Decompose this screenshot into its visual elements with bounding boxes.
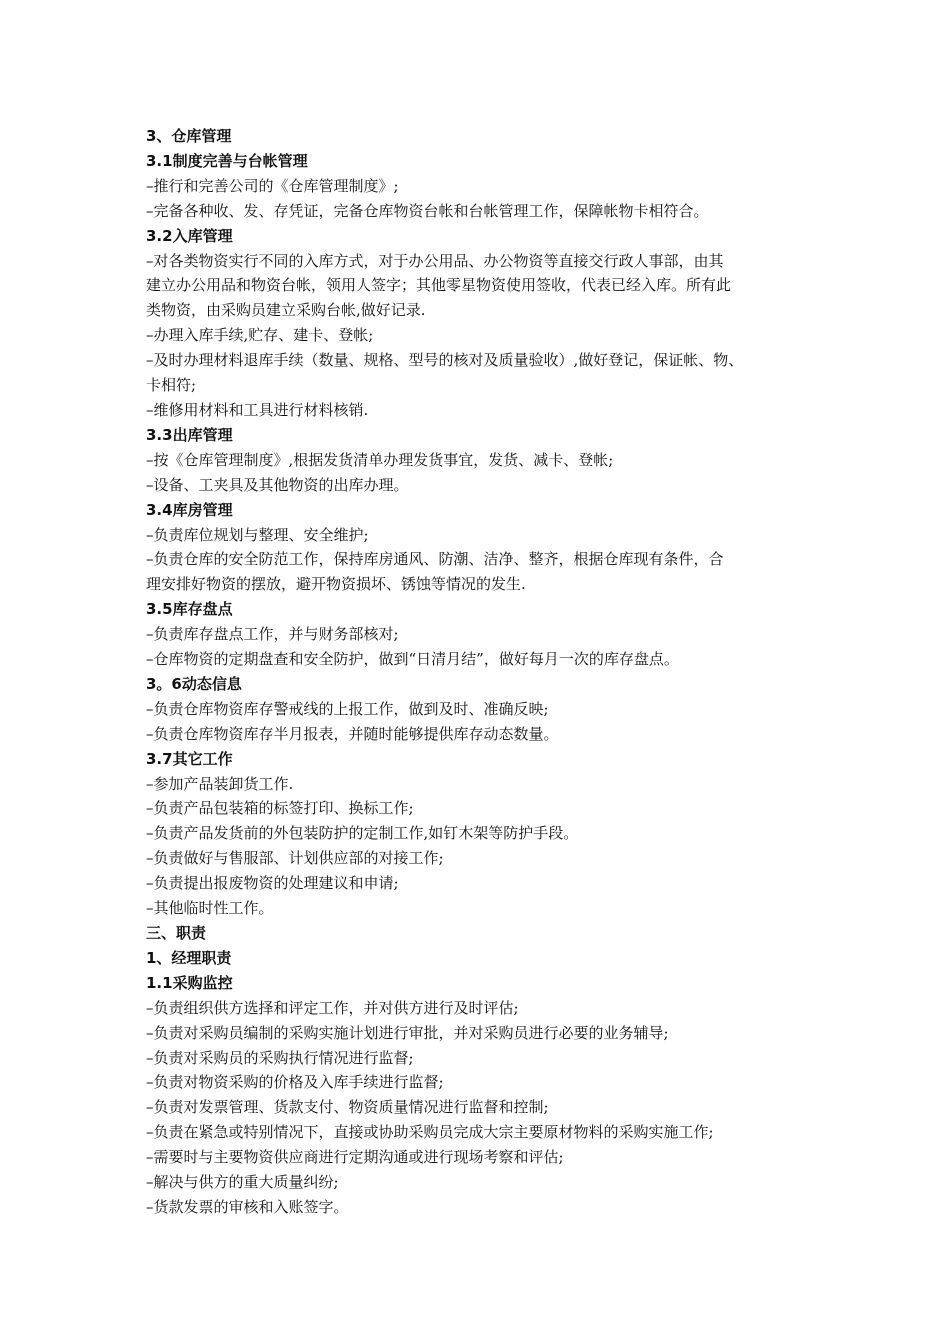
section-heading: 3.3出库管理 <box>146 425 233 444</box>
section-heading: 3.7其它工作 <box>146 749 233 768</box>
body-line: –完备各种收、发、存凭证，完备仓库物资台帐和台帐管理工作，保障帐物卡相符合。 <box>146 201 709 220</box>
section-heading: 3.1制度完善与台帐管理 <box>146 151 308 170</box>
body-line: –其他临时性工作。 <box>146 899 274 918</box>
section-heading: 三、职责 <box>146 924 207 942</box>
section-heading: 3、仓库管理 <box>146 127 232 145</box>
body-line: –对各类物资实行不同的入库方式，对于办公用品、办公物资等直接交行政人事部，由其 <box>146 251 724 270</box>
body-line: –负责产品包装箱的标签打印、换标工作; <box>146 799 414 818</box>
body-line: –按《仓库管理制度》,根据发货清单办理发货事宜，发货、减卡、登帐; <box>146 450 614 469</box>
section-heading: 1、经理职责 <box>146 948 232 967</box>
body-line: –负责仓库物资库存警戒线的上报工作，做到及时、准确反映; <box>146 699 549 718</box>
document-body <box>146 124 836 1220</box>
body-line: –负责在紧急或特别情况下，直接或协助采购员完成大宗主要原材物料的采购实施工作; <box>146 1123 714 1142</box>
section-heading: 3。6动态信息 <box>146 674 242 693</box>
body-line: –负责对采购员的采购执行情况进行监督; <box>146 1048 414 1067</box>
body-line: –解决与供方的重大质量纠纷; <box>146 1173 339 1192</box>
body-line: –及时办理材料退库手续（数量、规格、型号的核对及质量验收）,做好登记，保证帐、物、 <box>146 351 744 370</box>
body-line: –负责库位规划与整理、安全维护; <box>146 525 369 544</box>
section-heading: 1.1采购监控 <box>146 973 233 992</box>
body-line: –负责仓库的安全防范工作，保持库房通风、防潮、洁净、整齐，根据仓库现有条件，合 <box>146 550 724 569</box>
section-heading: 3.4库房管理 <box>146 500 233 519</box>
body-line: –参加产品装卸货工作. <box>146 774 294 793</box>
body-line: –负责对采购员编制的采购实施计划进行审批，并对采购员进行必要的业务辅导; <box>146 1023 669 1042</box>
body-line: –负责提出报废物资的处理建议和申请; <box>146 874 399 893</box>
body-line: 理安排好物资的摆放，避开物资损坏、锈蚀等情况的发生. <box>146 575 526 594</box>
body-line: 建立办公用品和物资台帐，领用人签字；其他零星物资使用签收，代表已经入库。所有此 <box>146 276 732 295</box>
body-line: 卡相符; <box>146 376 197 395</box>
body-line: –需要时与主要物资供应商进行定期沟通或进行现场考察和评估; <box>146 1148 564 1167</box>
section-heading: 3.2入库管理 <box>146 226 233 245</box>
body-line: –负责对发票管理、货款支付、物资质量情况进行监督和控制; <box>146 1098 549 1117</box>
body-line: –维修用材料和工具进行材料核销. <box>146 400 369 419</box>
body-line: –货款发票的审核和入账签字。 <box>146 1197 349 1216</box>
body-line: –仓库物资的定期盘查和安全防护，做到“日清月结”，做好每月一次的库存盘点。 <box>146 650 679 669</box>
body-line: –设备、工夹具及其他物资的出库办理。 <box>146 475 409 494</box>
section-heading: 3.5库存盘点 <box>146 600 233 619</box>
body-line: –负责库存盘点工作，并与财务部核对; <box>146 625 399 644</box>
body-line: –推行和完善公司的《仓库管理制度》; <box>146 176 399 195</box>
body-line: –办理入库手续,贮存、建卡、登帐; <box>146 326 374 345</box>
body-line: –负责仓库物资库存半月报表，并随时能够提供库存动态数量。 <box>146 724 559 743</box>
body-line: –负责做好与售服部、计划供应部的对接工作; <box>146 849 444 868</box>
body-line: –负责对物资采购的价格及入库手续进行监督; <box>146 1073 444 1092</box>
body-line: –负责产品发货前的外包装防护的定制工作,如钉木架等防护手段。 <box>146 824 579 843</box>
body-line: –负责组织供方选择和评定工作，并对供方进行及时评估; <box>146 998 519 1017</box>
body-line: 类物资，由采购员建立采购台帐,做好记录. <box>146 301 426 320</box>
